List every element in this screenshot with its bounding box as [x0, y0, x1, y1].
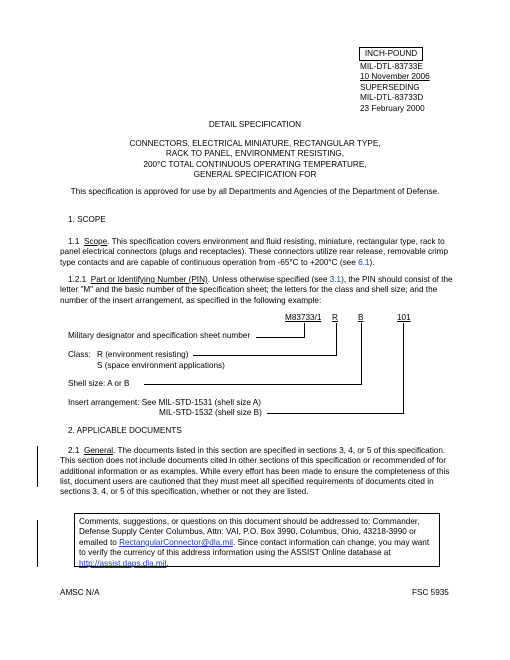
insert-arrangement-label: Insert arrangement: See MIL-STD-1531 (shell size A): [68, 398, 261, 407]
superseded-doc-number: MIL-DTL-83733D: [360, 93, 424, 103]
email-link[interactable]: RectangularConnector@dla.mil: [119, 537, 233, 547]
doc-date: 10 November 2006: [360, 72, 430, 82]
change-bar: [37, 520, 38, 567]
comment-box: [74, 513, 440, 567]
approval-statement: This specification is approved for use by all Departments and Agencies of the Department of Defense.: [70, 187, 440, 196]
paragraph-text: ), the PIN should consist of the letter "M" and the basic number of the specification sheet; the letters for the class and shell size; and the number of the insert arrangement, as specified in the following example:: [60, 275, 453, 305]
superseding-label: SUPERSEDING: [360, 82, 420, 92]
comment-text: .: [166, 558, 169, 568]
paragraph-text-end: ).: [369, 257, 375, 267]
inch-pound-box: [359, 47, 423, 61]
leader-line: [144, 384, 361, 385]
pin-code-shell: B: [358, 313, 364, 322]
paragraph-number: 1.1: [68, 237, 80, 246]
cross-reference-link[interactable]: 3.1: [329, 275, 342, 284]
paragraph-text: . This specification covers environment and fluid resisting, miniature, rectangular type, rack to panel electrical connectors (plugs and receptacles). These connectors utilize rear release, removable crimp type contacts and are capable of continuous operation from -65°C to +200°C (see: [60, 237, 449, 267]
designator-label: Military designator and specification sheet number: [68, 331, 251, 340]
pin-code-class: R: [332, 313, 338, 322]
class-label: Class:: [68, 350, 91, 359]
title-line: GENERAL SPECIFICATION FOR: [193, 170, 317, 180]
leader-line: [336, 323, 337, 356]
paragraph-2-1: [60, 446, 458, 497]
paragraph-text: . Unless otherwise specified (see: [207, 275, 330, 284]
leader-line: [361, 323, 362, 385]
document-identifier-block: [360, 62, 430, 114]
section-2-heading: 2. APPLICABLE DOCUMENTS: [68, 426, 182, 435]
assist-url-link[interactable]: http://assist.daps.dla.mil: [79, 558, 167, 568]
inch-pound-label: INCH-POUND: [364, 49, 418, 58]
comment-text: . Since contact information can change, you may want to verify the currency of this address information using the ASSIST Online database at: [79, 537, 430, 558]
comment-text: Comments, suggestions, or questions on this document should be addressed to: Commander, Defense Supply Center Columbus, Attn: VAI, P.O. Box 3990, Columbus, Ohio, 43218-3990 or emailed to: [79, 517, 420, 547]
document-title: [0, 139, 510, 181]
cross-reference-link[interactable]: 6.1: [358, 257, 370, 267]
paragraph-1-2-1: [60, 275, 458, 306]
change-bar: [37, 446, 38, 487]
class-r-option: R (environment resisting): [97, 350, 189, 359]
paragraph-title: Part or Identifying Number (PIN): [90, 275, 208, 284]
class-s-option: S (space environment applications): [97, 361, 225, 370]
section-1-heading: 1. SCOPE: [68, 215, 106, 224]
shell-size-label: Shell size: A or B: [68, 379, 130, 388]
superseded-doc-date: 23 February 2000: [360, 103, 425, 113]
paragraph-title: Scope: [83, 237, 108, 246]
leader-line: [267, 413, 403, 414]
title-line: CONNECTORS, ELECTRICAL MINIATURE, RECTANGULAR TYPE,: [129, 139, 381, 148]
pin-code-designator: M83733/1: [285, 313, 322, 322]
leader-line: [193, 355, 336, 356]
pin-code-insert: 101: [397, 313, 411, 322]
insert-arrangement-shell-b: MIL-STD-1532 (shell size B): [159, 408, 262, 417]
paragraph-number: 2.1: [68, 446, 80, 455]
doc-number: MIL-DTL-83733E: [360, 62, 423, 71]
paragraph-number: 1.2.1: [68, 275, 87, 284]
leader-line: [304, 323, 305, 338]
detail-specification-heading: DETAIL SPECIFICATION: [208, 120, 302, 129]
paragraph-title: General: [83, 446, 114, 455]
paragraph-text: . The documents listed in this section are specified in sections 3, 4, or 5 of this specification. This section does not include documents cited in other sections of this specification or recommended of for additional information or as examples. While every effort has been made to ensure the completeness of this list, document users are cautioned that they must meet all specified requirements of documents cited in sections 3, 4, or 5 of this specification, whether or not they are listed.: [60, 446, 450, 496]
amsc-label: AMSC N/A: [60, 588, 100, 597]
title-line: RACK TO PANEL, ENVIRONMENT RESISTING,: [165, 149, 345, 159]
leader-line: [256, 337, 304, 338]
leader-line: [403, 323, 404, 414]
paragraph-1-1: [60, 237, 458, 268]
title-line: 200°C TOTAL CONTINUOUS OPERATING TEMPERATURE,: [143, 159, 367, 169]
fsc-label: FSC 5935: [412, 588, 449, 597]
